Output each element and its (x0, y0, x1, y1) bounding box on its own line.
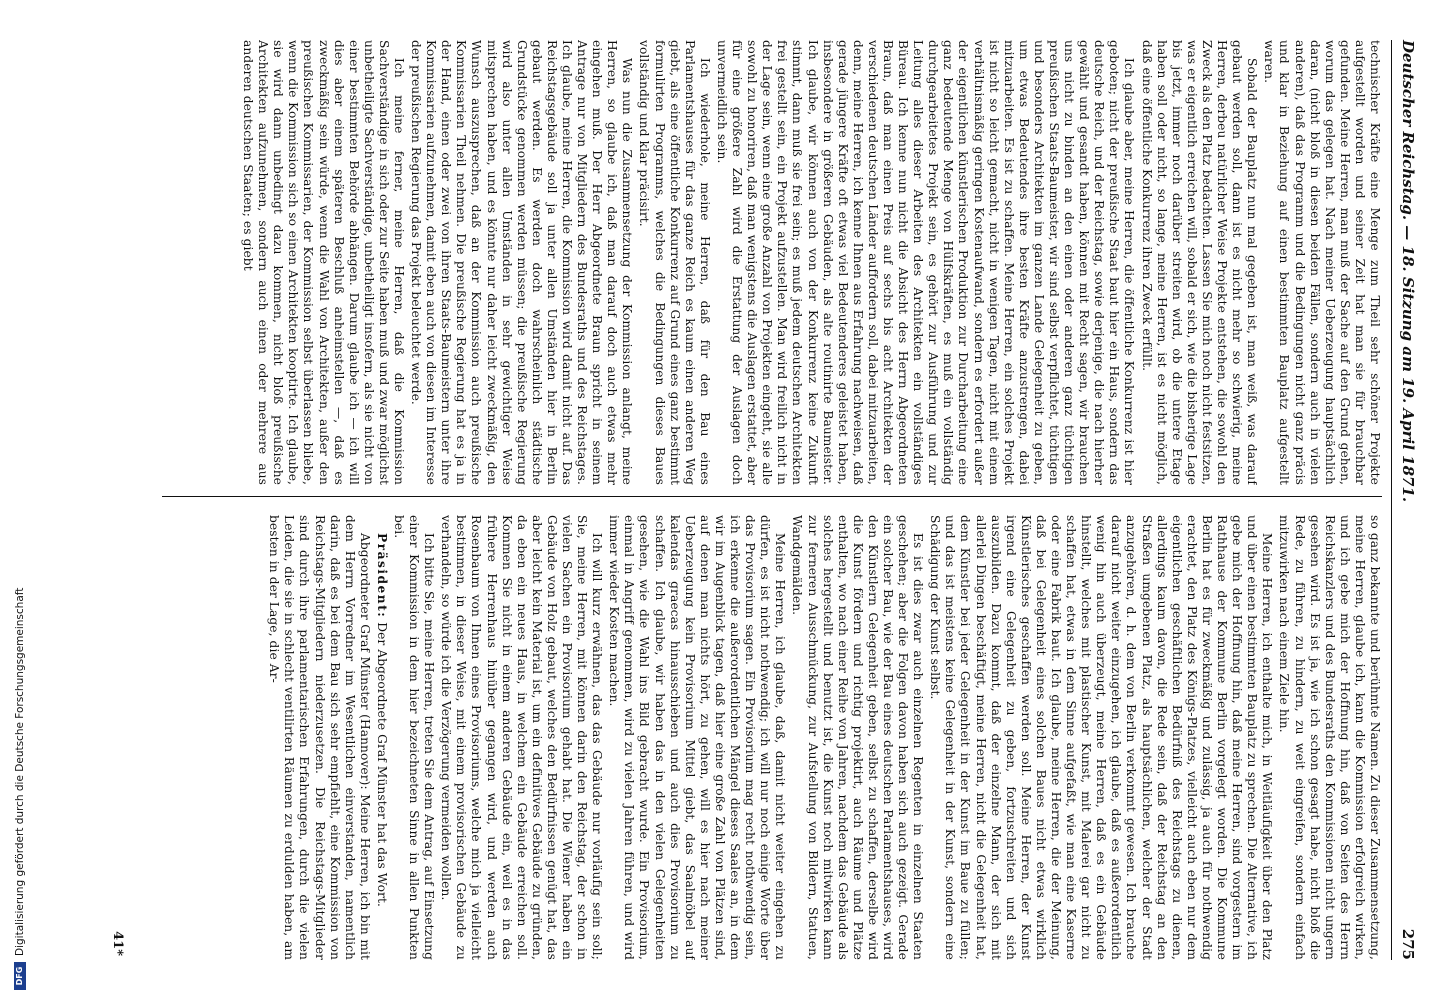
paragraph: Es ist dies zwar auch einzelnen Regenten in einzelnen Staaten geschehen; aber die Folgen davon haben sich auch gezeigt. Gerade ein solcher Bau, wie der Bau eines deutschen Parlamentshauses, wird den Künstlern Gelegenheit geben, selbst zu schaffen, derselbe wird die Kunst fördern und richtig projektirt, auch Räume und Plätze enthalten, wo nach einer Reihe von Jahren, nachdem das Gebäude als solches hergestellt und benutzt ist, die Kunst noch mitwirken kann zur ferneren Ausschmückung, zur Aufstellung von Bildern, Statuen, Wandgemälden. (790, 515, 926, 960)
speech-paragraph: Abgeordneter Graf Münster (Hannover): Meine Herren, ich bin mit dem Herrn Vorredner im Wesentlichen einverstanden, namentlich darin, daß es bei dem Bau sich sehr empfiehlt, eine Kommission von Reichstags-Mitgliedern niederzusetzen. Die Reichstags-Mitglieder sind durch ihre parlamentarischen Erfahrungen, durch die vielen Leiden, die sie in schlecht ventilirten Räumen zu erdulden haben, am besten in der Lage, die Ar- (267, 515, 372, 960)
credit-text: Digitalisierung gefördert durch die Deutsche Forschungsgemeinschaft (14, 587, 26, 956)
paragraph: Ich will kurz erwähnen, das das Gebäude nur vorläufig sein soll; Sie, meine Herren, mit können darin den Reichstag, der schon in vielen Sachen ein Provisorium gehabt hat. Die Wiener haben ein Gebäude von Holz gebaut, welches den Bedürfnissen genügt hat, das aber leicht kein Material ist, um ein definitives Gebäude zu gründen, da eben ein neues Haus, in welchem ein Gebäude erreichen soll. Kommen Sie nicht in einem anderen Gebäude ein, weil es in das frühere Herrenhaus hinüber gegangen wird, und werden auch Rosenbaum von Ihnen eines Provisoriums, welche mich ja vielleicht bestimmen, in dieser Weise, mit einem provisorischen Gebäude zu verhandeln, so würde ich die Verzögerung vermeiden wollen. (439, 515, 605, 960)
paragraph: Ich bitte Sie, meine Herren, treten Sie dem Antrag, auf Einsetzung einer Kommission in dem hier bezeichneten Sinne in allen Punkten bei. (392, 515, 437, 960)
paragraph: so ganz bekannte und berühmte Namen. Zu dieser Zusammensetzung, meine Herren, glaube ich, kann die Kommission erfolgreich wirken, und ich gebe mich der Hoffnung hin, daß von Seiten des Herrn Reichskanzlers und des Bundesraths den Kommissionen nicht ungern gesehen wird. Es ist ja, wie ich schon gesagt habe, nicht bloß die Rede, zu führen, zu hindern, zu weit eingreifen, sondern einfach mitzuwirken nach einem Ziele hin. (1277, 515, 1382, 960)
paragraph: Ich glaube aber, meine Herren, die öffentliche Konkurrenz ist hier geboten; nicht der preußische Staat baut hier ein Haus, sondern das deutsche Reich, und der Reichstag, sowie derjenige, die nach hierher gewählt und gesandt haben, können mit Recht sagen, wir brauchen uns nicht zu binden an den einen oder anderen ganz tüchtigen preußischen Staats-Baumeister, wir sind selbst verpflichtet, tüchtigen und besonders Architekten im ganzen Lande Gelegenheit zu geben, um etwas Bedeutendes ihre besten Kräfte anzustrengen, dabei mitzuarbeiten. Es ist zu schaffen. Meine Herren, ein solches Projekt ist nicht so leicht gemacht, nicht in wenigen Tagen, nicht mit einem verhältnismäßig geringen Kostenaufwand, sondern es erfordert außer der eigentlichen künstlerischen Produktion zur Durcharbeitung eine ganz bedeutende Menge von Hülfskräften, es muß ein vollständig durchgearbeitetes Projekt sein, es gehört zur Ausführung und zur Leitung alles dieser Arbeiten des Architekten ein vollständiges Büreau. Ich kenne nun nicht die Absicht des Herrn Abgeordneten Braun, daß man einen Preis auf sechs bis acht Architekten der verschiedenen deutschen Länder auffordern soll, dabei mitzuarbeiten, denn, meine Herren, ich kenne Ihnen aus Erfahrung nachweisen, daß gerade jüngere Kräfte oft etwas viel Bedeutenderes geleistet haben, insbesondere in größeren Gebäuden, als alte routinirte Baumeister. Ich glaube, wir können auch von der Konkurrenz keine Zukunft stimmt, dann muß sie frei sein; es muß jedem deutschen Architekten frei gestellt sein, ein Projekt aufzustellen. Man wird freilich nicht in der Lage sein, wenn eine große Anzahl von Projekten eingeht, sie alle sowohl zu honoriren, daß man wenigstens die Auslagen erstattet, aber für eine größere Zahl wird die Erstattung der Auslagen doch unvermeidlich sein. (714, 40, 1137, 485)
paragraph: Meine Herren, ich enthalte mich, in Weitläufigkeit über den Platz und über einen bestimmten Bauplatz zu sprechen. Die Alternative, ich gebe mich der Hoffnung hin, daß meine Herren, sind vorgestern im Rathhause der Kommune Berlin vorgelegt worden. Die Kommune Berlin hat es für zweckmäßig und zulässig, ja auch für nothwendig erachtet, den Platz des Königs-Platzes, vielleicht auch eben nur dem eigentlichen geschäftlichen Bedürfniß des Reichstags zu dienen, allerdings kaum davon, die Rede sein, daß der Reichstag an den Straßen umgebenen Platz, als hauptsächlichen, welcher der Stadt anzugehören, d. h. dem von Berlin verkommt gewesen. Ich brauche darauf nicht weiter einzugehen, ich glaube, daß es außerordentlich wenig hin auch überzeugt, meine Herren, daß es ein Gebäude hinstellt, welches mit plastischer Kunst, mit Malerei gar nicht zu schaffen hat, etwas in dem Sinne aufgefaßt, wie man eine Kaserne oder eine Fabrik baut. Ich glaube, meine Herren, die der Meinung, daß bei Gelegenheit eines solchen Baues nicht etwas wirklich Künstlerisches geschaffen werden soll. Meine Herren, der Kunst irgend eine Gelegenheit zu geben, fortzuschreiten und sich auszubilden. Dazu kommt, daß der einzelne Mann, der sich mit allerlei Dingen beschäftigt, meine Herren, nicht die Gelegenheit hat, dem Künstler bei jeder Gelegenheit in der Kunst im Baue zu füllen; und das ist meistens keine Gelegenheit in der Kunst, sondern eine Schädigung der Kunst selbst. (928, 515, 1275, 960)
rotated-page-sheet (110, 20, 1430, 980)
paragraph: technischer Kräfte eine Menge zum Theil sehr schöner Projekte aufgestellt worden und seiner Zeit hat man sie für brauchbar gefunden. Meine Herren, man muß der Sache auf den Grund gehen, worum das gelegen hat. Nach meiner Ueberzeugung hauptsächlich daran, (nicht bloß in diesen beiden Fällen, sondern auch in vielen anderen), daß das Programm und die Bedingungen nicht ganz präcis und klar in Beziehung auf einen bestimmten Bauplatz aufgestellt waren. (1262, 40, 1382, 485)
president-announcement (374, 515, 389, 960)
page-number: 275 (1399, 928, 1417, 960)
right-column (122, 515, 1382, 960)
paragraph: Sobald der Bauplatz nun mal gegeben ist, man weiß, was darauf gebaut werden soll, dann ist es nicht mehr so schwierig, meine Herren, derbeu natürlicher Weise Projekte entstehen, die sowohl den Zweck als den Platz bedachten. Lassen Sie mich noch nicht festsitzen, was er eigentlich erreichen will, sobald er sich, wie die bisherige Lage bis jetzt, immer noch darüber streiten wird, ob die untere Etage haben soll oder nicht, so lange, meine Herren, ist es nicht möglich, daß eine öffentliche Konkurrenz ihren Zweck erfüllt. (1139, 40, 1260, 485)
dfg-logo-icon: DFG (14, 962, 26, 990)
header-rule (1391, 40, 1392, 960)
paragraph: Was nun die Zusammensetzung der Kommission anlangt, meine Herren, so glaube ich, daß man darauf doch auch etwas mehr eingehen muß. Der Herr Abgeordnete Braun spricht in seinem Antrage nur von Mitgliedern des Bundesraths und des Reichstages. Ich glaube, meine Herren, die Kommission wird damit nicht auf. Das Reichstagsgebäude soll ja unter allen Umständen hier in Berlin gebaut werden. Es werden doch wahrscheinlich städtische Grundstücke genommen werden müssen; die preußische Regierung wird also unter allen Umständen in sehr gewichtiger Weise mitsprechen haben, und es könnte nur daher leicht zweckmäßig, den Wunsch auszusprechen, daß an der Kommission auch preußische Kommissarien Theil nehmen. Die preußische Regierung hat es ja in der Hand, einen oder zwei von ihren Staats-Baumeistern unter ihre Kommissarien aufzunehmen, damit eben auch von diesen im Interesse der preußischen Regierung das Projekt beleuchtet werde. (409, 40, 635, 485)
running-head: Deutscher Reichstag. — 18. Sitzung am 19. April 1871. (1399, 40, 1417, 503)
scanned-page (60, 20, 1430, 980)
digitization-credit-sidebar (0, 0, 40, 1000)
digitization-credit (14, 588, 26, 990)
president-text: Der Abgeordnete Graf Münster hat das Wort. (374, 622, 389, 907)
paragraph: Ich wiederhole, meine Herren, daß für den Bau eines Parlamentshauses für das ganze Reich es kaum einen anderen Weg giebt, als eine öffentliche Konkurrenz auf Grund eines ganz bestimmt formulirten Programms, welches die Bedingungen dieses Baues vollständig und klar präcisirt. (637, 40, 712, 485)
left-column (122, 40, 1382, 485)
page-header (1394, 40, 1422, 960)
signature-mark: 41* (110, 931, 125, 956)
paragraph: Meine Herren, ich glaube, daß, damit nicht weiter eingehen zu dürfen, es ist nicht nothwendig; ich will nur noch einige Worte über das Provisorium sagen. Ein Provisorium mag recht nothwendig sein, ich erkenne die außerordentlichen Mängel dieses Saales an, in dem wir im Augenblick tagen, daß hier eine große Zahl von Plätzen sind, auf denen man nichts hört, zu gehen, will es hier nach meiner Ueberzeugung kein Provisorium Mittel giebt, das Saalmöbel auf kalendas graecas hinausschieben und auch dies Provisorium zu schaffen. Ich glaube, wir haben das in den vielen Gelegenheiten gesehen, wie die Wahl ins Bild gebracht wurde. Ein Provisorium, einmal in Angriff genommen, wird zu vielen Jahren führen, und wird immer wieder Kosten machen. (607, 515, 788, 960)
column-divider (162, 496, 1382, 497)
speaker-label: Präsident: (374, 533, 389, 619)
paragraph: Ich meine ferner, meine Herren, daß die Kommission Sachverständige in sich oder zur Seite haben muß und zwar möglichst unbetheiligte Sachverständige, unbetheiligt insofern, als sie nicht von einer bestimmten Behörde abhängen. Darum glaube ich — ich will dies aber einem späteren Beschluß anheimstellen —, daß es zweckmäßig sein würde, wenn die Wahl von Architekten, außer den preußischen Kommissarien, der Kommission selbst überlassen bliebe, wenn die Kommission sich so einen Architekten kooptirte. Ich glaube, sie wird dann unbedingt dazu kommen, nicht bloß preußische Architekten aufzunehmen, sondern auch einen oder mehrere aus anderen deutschen Staaten; es giebt (241, 40, 406, 485)
